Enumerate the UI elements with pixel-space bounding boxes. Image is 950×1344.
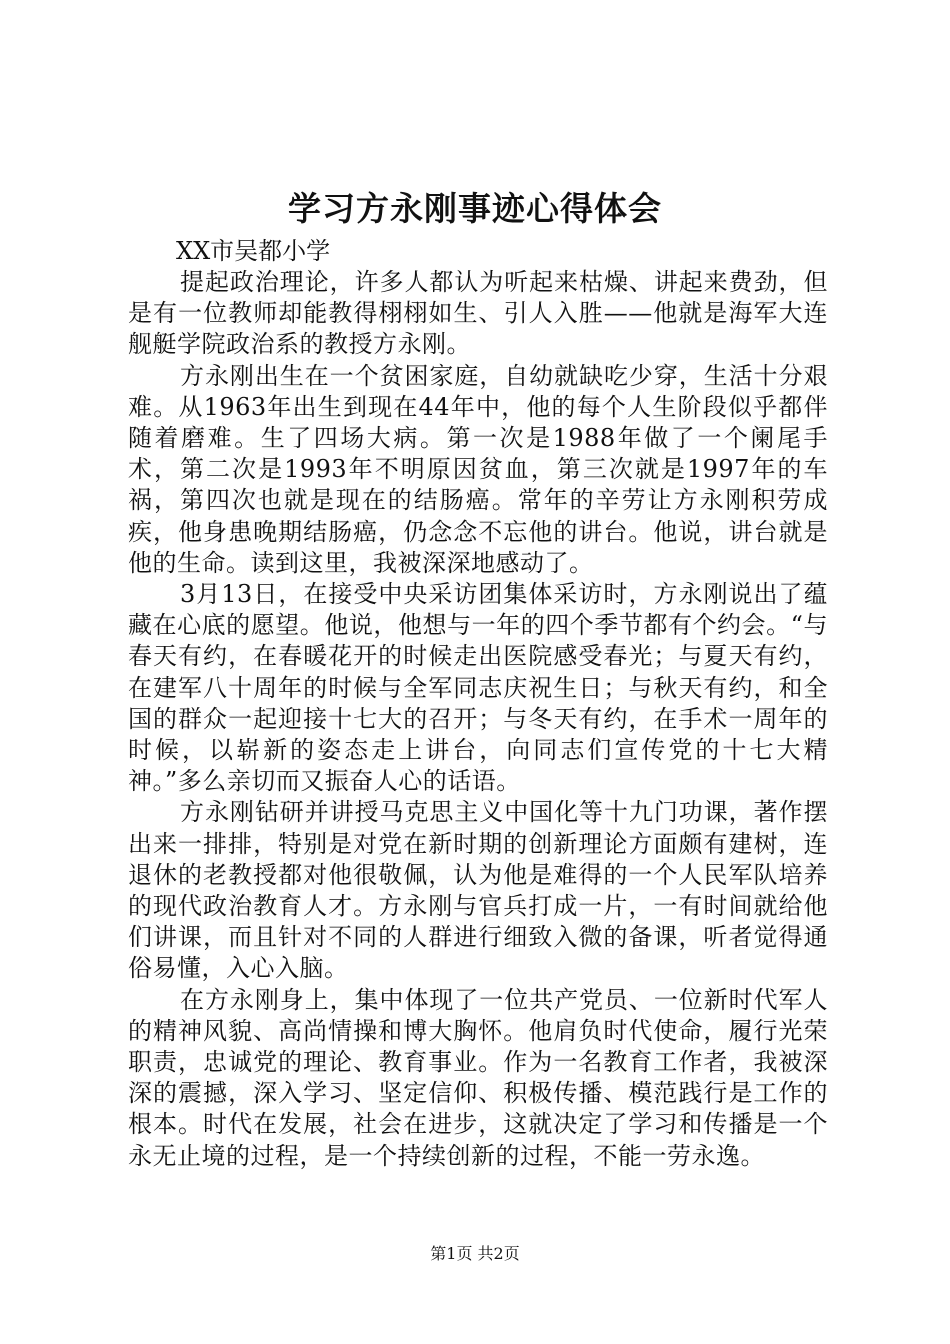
author-line: XX市吴都小学 [176, 237, 331, 265]
document-title: 学习方永刚事迹心得体会 [288, 189, 662, 228]
paragraph-3: 3月13日，在接受中央采访团集体采访时，方永刚说出了蕴藏在心底的愿望。他说，他想与一年的四个季节都有个约会。“与春天有约，在春暖花开的时候走出医院感受春光；与夏天有约，在建军八十周年的时候与全军同志庆祝生日；与秋天有约，和全国的群众一起迎接十七大的召开；与冬天有约，在手术一周年的时候，以崭新的姿态走上讲台，向同志们宣传党的十七大精神。”多么亲切而又振奋人心的话语。 [128, 580, 828, 796]
paragraph-1: 提起政治理论，许多人都认为听起来枯燥、讲起来费劲，但是有一位教师却能教得栩栩如生、引人入胜——他就是海军大连舰艇学院政治系的教授方永刚。 [128, 268, 828, 359]
paragraph-5: 在方永刚身上，集中体现了一位共产党员、一位新时代军人的精神风貌、高尚情操和博大胸怀。他肩负时代使命，履行光荣职责，忠诚党的理论、教育事业。作为一名教育工作者，我被深深的震撼，深入学习、坚定信仰、积极传播、模范践行是工作的根本。时代在发展，社会在进步，这就决定了学习和传播是一个永无止境的过程，是一个持续创新的过程，不能一劳永逸。 [128, 985, 828, 1170]
paragraph-2: 方永刚出生在一个贫困家庭，自幼就缺吃少穿，生活十分艰难。从1963年出生到现在44年中，他的每个人生阶段似乎都伴随着磨难。生了四场大病。第一次是1988年做了一个阑尾手术，第二次是1993年不明原因贫血，第三次就是1997年的车祸，第四次也就是现在的结肠癌。常年的辛劳让方永刚积劳成疾，他身患晚期结肠癌，仍念念不忘他的讲台。他说，讲台就是他的生命。读到这里，我被深深地感动了。 [128, 361, 828, 577]
document-body [128, 236, 828, 1172]
page-footer: 第1页 共2页 [430, 1244, 520, 1263]
paragraph-4: 方永刚钻研并讲授马克思主义中国化等十九门功课，著作摆出来一排排，特别是对党在新时期的创新理论方面颇有建树，连退休的老教授都对他很敬佩，认为他是难得的一个人民军队培养的现代政治教育人才。方永刚与官兵打成一片，一有时间就给他们讲课，而且针对不同的人群进行细致入微的备课，听者觉得通俗易懂，入心入脑。 [128, 798, 828, 983]
